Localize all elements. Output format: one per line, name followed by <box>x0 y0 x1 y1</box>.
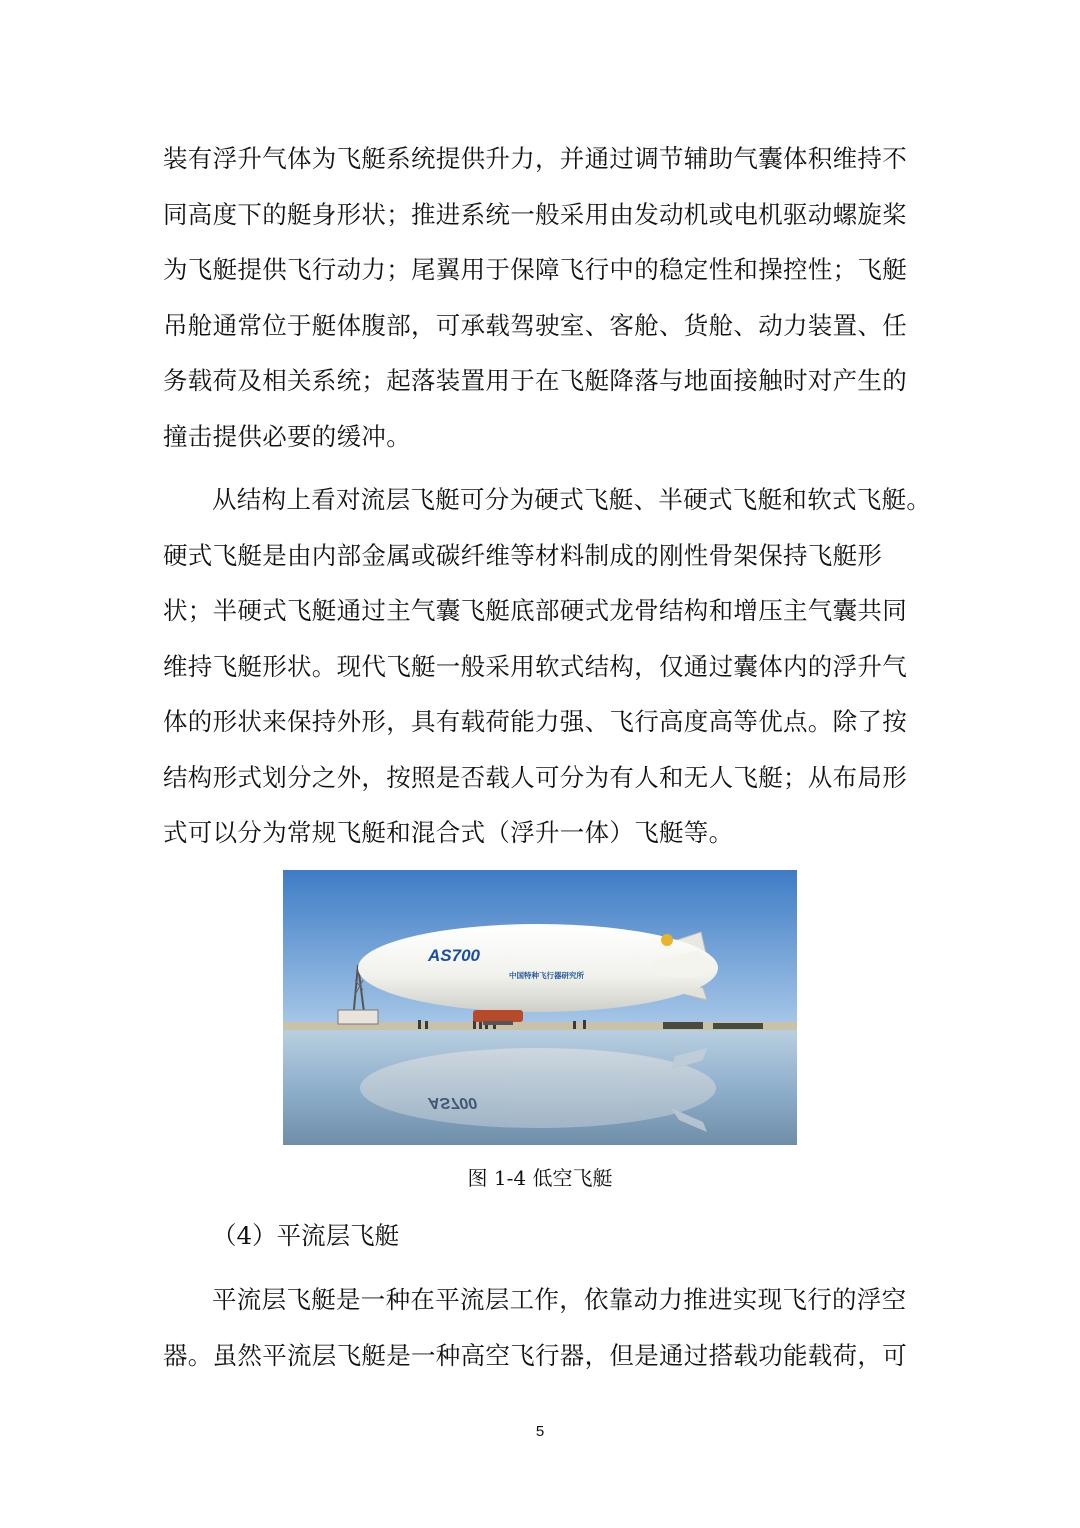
paragraph-line: 维持飞艇形状。现代飞艇一般采用软式结构，仅通过囊体内的浮升气 <box>163 651 907 681</box>
paragraph-line: 硬式飞艇是由内部金属或碳纤维等材料制成的刚性骨架保持飞艇形 <box>163 540 883 570</box>
paragraph-line: 为飞艇提供飞行动力；尾翼用于保障飞行中的稳定性和操控性；飞艇 <box>163 255 907 284</box>
paragraph-line: 结构形式划分之外，按照是否载人可分为有人和无人飞艇；从布局形 <box>163 762 907 792</box>
airship-model-label: AS700 <box>428 946 480 965</box>
paragraph-line: 体的形状来保持外形，具有载荷能力强、飞行高度高等优点。除了按 <box>163 707 907 736</box>
paragraph-airship-structure <box>163 472 932 861</box>
tail-logo-icon <box>661 934 673 946</box>
paragraph-line: 务载荷及相关系统；起落装置用于在飞艇降落与地面接触时对产生的 <box>163 366 907 395</box>
airship-photo <box>283 870 797 1145</box>
airship-org-label: 中国特种飞行器研究所 <box>509 971 584 980</box>
figure-caption: 图 1-4 低空飞艇 <box>467 1166 613 1190</box>
paragraph-line: 吊舱通常位于艇体腹部，可承载驾驶室、客舱、货舱、动力装置、任 <box>163 310 907 340</box>
paragraph-line: 平流层飞艇是一种在平流层工作，依靠动力推进实现飞行的浮空 <box>212 1285 907 1314</box>
page-number: 5 <box>535 1423 545 1440</box>
paragraph-line: 式可以分为常规飞艇和混合式（浮升一体）飞艇等。 <box>163 818 734 847</box>
paragraph-line: 撞击提供必要的缓冲。 <box>163 421 411 451</box>
section-heading: （4）平流层飞艇 <box>212 1221 400 1250</box>
reflection-model-label: AS700 <box>428 1094 477 1111</box>
paragraph-airship-components <box>163 131 923 464</box>
paragraph-line: 同高度下的艇身形状；推进系统一般采用由发动机或电机驱动螺旋桨 <box>163 199 907 229</box>
paragraph-line: 装有浮升气体为飞艇系统提供升力，并通过调节辅助气囊体积维持不 <box>163 144 907 173</box>
paragraph-stratospheric-airship <box>163 1272 923 1383</box>
paragraph-line: 器。虽然平流层飞艇是一种高空飞行器，但是通过搭载功能载荷，可 <box>163 1340 907 1370</box>
paragraph-line: 从结构上看对流层飞艇可分为硬式飞艇、半硬式飞艇和软式飞艇。 <box>212 485 932 514</box>
paragraph-line: 状；半硬式飞艇通过主气囊飞艇底部硬式龙骨结构和增压主气囊共同 <box>163 596 907 625</box>
